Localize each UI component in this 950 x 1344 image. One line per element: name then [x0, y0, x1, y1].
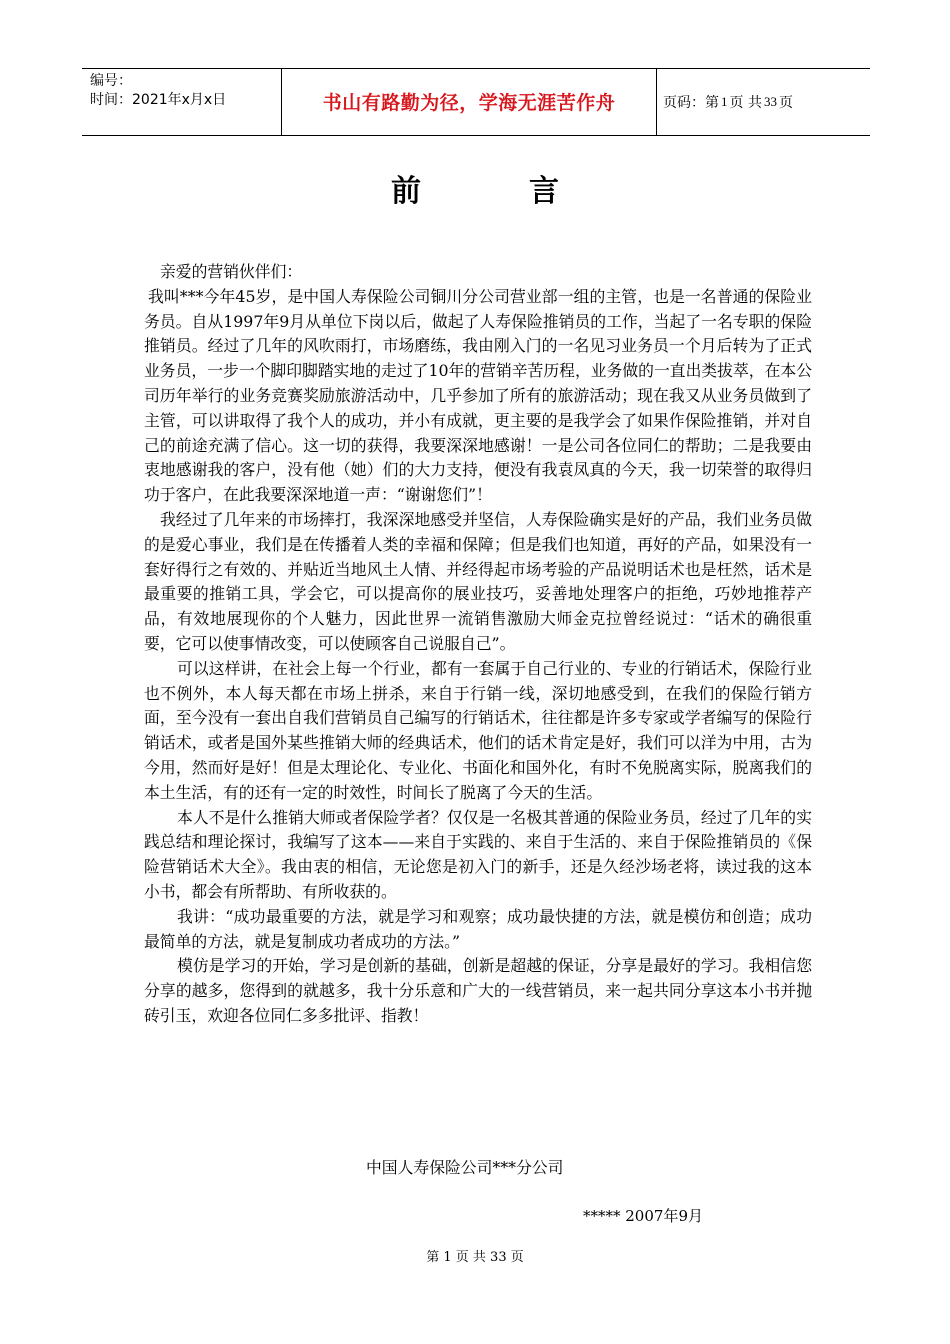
preface-body: [144, 260, 812, 1029]
header-divider-right: [656, 68, 657, 135]
paragraph-2: 我经过了几年来的市场摔打，我深深地感受并坚信，人寿保险确实是好的产品，我们业务员做的是爱心事业，我们是在传播着人类的幸福和保障；但是我们也知道，再好的产品，如果没有一套好得行之有效的、并贴近当地风土人情、并经得起市场考验的产品说明话术也是枉然，话术是最重要的推销工具，学会它，可以提高你的展业技巧，妥善地处理客户的拒绝，巧妙地推荐产品，有效地展现你的个人魅力，因此世界一流销售激励大师金克拉曾经说过：“话术的确很重要，它可以使事情改变，可以使顾客自己说服自己”。: [144, 509, 812, 653]
page-suffix: 页: [778, 94, 793, 111]
page-title: [0, 166, 950, 210]
header-divider-left: [281, 68, 282, 135]
title-char-1: 前: [391, 174, 421, 209]
header-page-indicator: [663, 68, 793, 135]
document-time-label: 时间：2021年x月x日: [90, 92, 227, 108]
document-number-label: 编号：: [90, 73, 132, 89]
paragraph-3: 可以这样讲，在社会上每一个行业，都有一套属于自己行业的、专业的行销话术，保险行业也不例外，本人每天都在市场上拼杀，来自于行销一线，深切地感受到，在我们的保险行销方面，至今没有一套出自我们营销员自己编写的行销话术，往往都是许多专家或学者编写的保险行销话术，或者是国外某些推销大师的经典话术，他们的话术肯定是好，我们可以洋为中用，古为今用，然而好是好！但是太理论化、专业化、书面化和国外化，有时不免脱离实际，脱离我们的本土生活，有的还有一定的时效性，时间长了脱离了今天的生活。: [144, 658, 812, 802]
header-bottom-rule: [82, 135, 870, 136]
signature-organization: 中国人寿保险公司***分公司: [366, 1158, 564, 1177]
signature-date: ***** 2007年9月: [583, 1207, 703, 1225]
page-current: 1: [721, 93, 728, 109]
paragraph-6: 模仿是学习的开始，学习是创新的基础，创新是超越的保证，分享是最好的学习。我相信您分享的越多，您得到的就越多，我十分乐意和广大的一线营销员，来一起共同分享这本小书并抛砖引玉，欢迎各位同仁多多批评、指教！: [144, 956, 812, 1025]
page-total: 33: [763, 93, 777, 109]
page-footer: 第 1 页 共 33 页: [426, 1250, 524, 1265]
paragraph-5: 我讲：“成功最重要的方法，就是学习和观察；成功最快捷的方法，就是模仿和创造；成功最简单的方法，就是复制成功者成功的方法。”: [144, 906, 812, 951]
header-motto: 书山有路勤为径，学海无涯苦作舟: [322, 92, 616, 114]
greeting: 亲爱的营销伙伴们：: [160, 262, 303, 281]
title-char-2: 言: [529, 174, 559, 209]
page-mid: 页 共: [729, 94, 762, 111]
header-info: [90, 72, 226, 110]
paragraph-4: 本人不是什么推销大师或者保险学者？仅仅是一名极其普通的保险业务员，经过了几年的实践总结和理论探讨，我编写了这本——来自于实践的、来自于生活的、来自于保险推销员的《保险营销话术大全》。我由衷的相信，无论您是初入门的新手，还是久经沙场老将，读过我的这本小书，都会有所帮助、有所收获的。: [144, 807, 812, 901]
page-prefix: 页码：第: [663, 94, 719, 111]
paragraph-1: 我叫***今年45岁，是中国人寿保险公司铜川分公司营业部一组的主管，也是一名普通的保险业务员。自从1997年9月从单位下岗以后，做起了人寿保险推销员的工作，当起了一名专职的保险推销员。经过了几年的风吹雨打，市场磨练，我由刚入门的一名见习业务员一个月后转为了正式业务员，一步一个脚印脚踏实地的走过了10年的营销辛苦历程，业务做的一直出类拔萃，在本公司历年举行的业务竞赛奖励旅游活动中，几乎参加了所有的旅游活动；现在我又从业务员做到了主管，可以讲取得了我个人的成功，并小有成就，更主要的是我学会了如果作保险推销，并对自己的前途充满了信心。这一切的获得，我要深深地感谢！一是公司各位同仁的帮助；二是我要由衷地感谢我的客户，没有他（她）们的大力支持，便没有我袁凤真的今天，我一切荣誉的取得归功于客户，在此我要深深地道一声：“谢谢您们”！: [144, 286, 812, 505]
